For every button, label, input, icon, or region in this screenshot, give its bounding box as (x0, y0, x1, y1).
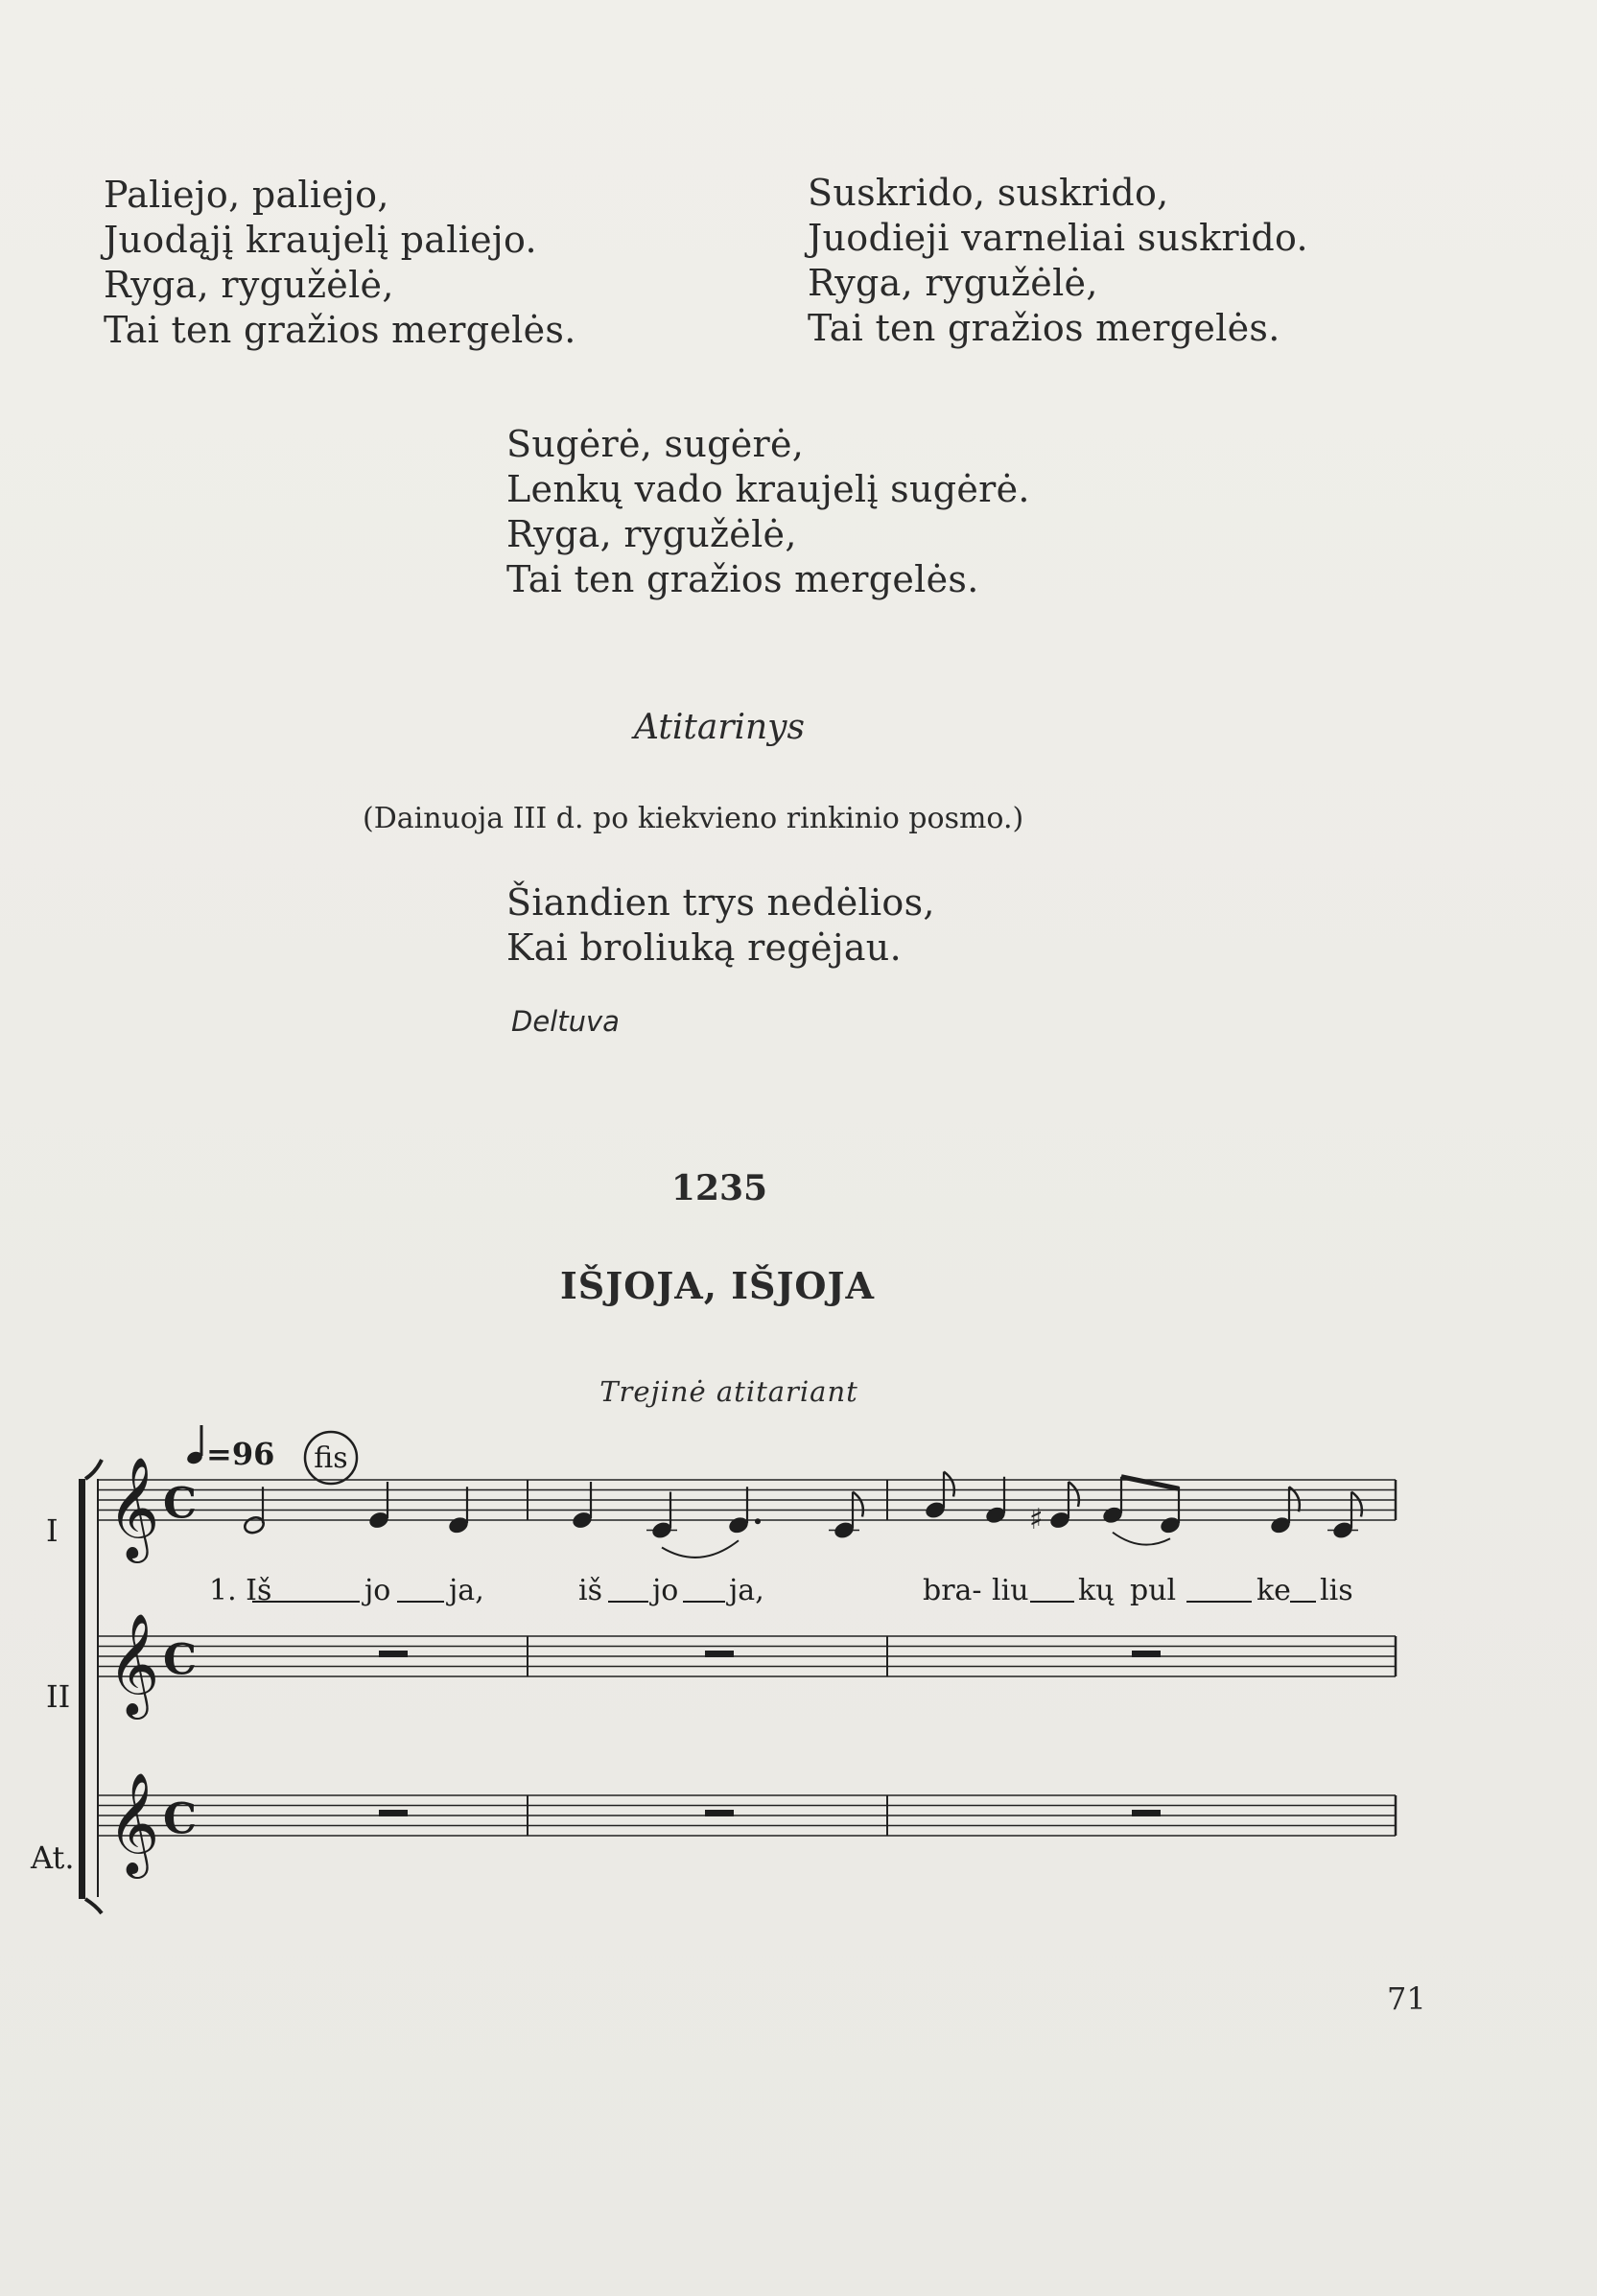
stanza-line: Tai ten gražios mergelės. (506, 558, 979, 600)
treble-clef-icon: 𝄞 (107, 1612, 160, 1715)
stanza-line: Sugėrė, sugėrė, (506, 423, 805, 465)
beam (1121, 1477, 1179, 1489)
lyric-syllable: ja, (729, 1574, 764, 1607)
refrain-line: Šiandien trys nedėlios, (506, 881, 935, 924)
note (646, 1492, 677, 1541)
song-title: IŠJOJA, IŠJOJA (560, 1264, 875, 1307)
note (829, 1492, 863, 1541)
notes (243, 1472, 1362, 1558)
lyrics (209, 1574, 1353, 1607)
lyric-syllable: liu (992, 1574, 1029, 1607)
staff-2 (98, 1612, 1396, 1720)
treble-clef-icon: 𝄞 (107, 1771, 160, 1874)
note (367, 1482, 390, 1531)
stanza-1 (104, 173, 576, 353)
page-number: 71 (1387, 1980, 1426, 2017)
note (571, 1482, 594, 1531)
tempo-marking (185, 1425, 357, 1484)
tempo-text: =96 (206, 1436, 275, 1472)
stanza-line: Tai ten gražios mergelės. (808, 307, 1280, 349)
whole-rest (379, 1651, 408, 1657)
svg-text:♯: ♯ (1029, 1503, 1044, 1536)
whole-rest (705, 1651, 734, 1657)
song-number: 1235 (670, 1168, 768, 1208)
performance-note: Trejinė atitariant (599, 1375, 858, 1408)
lyric-syllable: kų (1078, 1574, 1115, 1607)
note (727, 1487, 761, 1535)
lyric-syllable: ja, (449, 1574, 484, 1607)
note (1269, 1487, 1300, 1535)
whole-rest (1132, 1810, 1161, 1816)
lyric-syllable: ke (1256, 1574, 1291, 1607)
stanza-line: Lenkų vado kraujelį sugėrė. (506, 468, 1030, 510)
note (924, 1472, 954, 1521)
stanza-line: Ryga, rygužėlė, (808, 262, 1098, 304)
stanza-line: Paliejo, paliejo, (104, 174, 389, 216)
refrain-note: (Dainuoja III d. po kiekvieno rinkinio posmo.) (363, 802, 1024, 835)
whole-rest (705, 1810, 734, 1816)
stanza-line: Ryga, rygužėlė, (104, 264, 394, 306)
stanza-line: Suskrido, suskrido, (808, 172, 1169, 214)
place-name: Deltuva (511, 1005, 620, 1038)
note (1327, 1492, 1362, 1541)
stanza-line: Tai ten gražios mergelės. (104, 309, 576, 351)
time-signature: C (163, 1479, 198, 1529)
lyric-syllable: jo (364, 1574, 391, 1607)
lyric-syllable: bra- (923, 1574, 982, 1607)
lyric-syllable: iš (578, 1574, 602, 1607)
voice-label-3: At. (31, 1839, 75, 1876)
system-bracket (79, 1460, 102, 1913)
time-signature: C (163, 1635, 198, 1685)
treble-clef-icon: 𝄞 (107, 1456, 160, 1558)
time-signature: C (163, 1794, 198, 1844)
stanza-2 (808, 171, 1308, 351)
music-score (0, 1419, 1597, 1937)
stanza-3 (506, 422, 1030, 602)
note (1159, 1487, 1182, 1535)
stanza-line: Ryga, rygužėlė, (506, 513, 797, 555)
refrain-line: Kai broliuką regėjau. (506, 926, 902, 969)
lyric-syllable: pul (1130, 1574, 1177, 1607)
voice-label-2: II (46, 1678, 71, 1715)
whole-rest (379, 1810, 408, 1816)
refrain-heading: Atitarinys (634, 708, 805, 747)
voice-label-1: I (46, 1512, 59, 1549)
slur (1113, 1533, 1170, 1545)
key-note-text: fis (314, 1441, 348, 1475)
refrain-stanza (506, 880, 935, 971)
note (447, 1487, 470, 1535)
lyric-syllable: lis (1320, 1574, 1353, 1607)
note (984, 1477, 1007, 1526)
note (1101, 1477, 1124, 1526)
slur (662, 1540, 739, 1558)
stanza-line: Juodieji varneliai suskrido. (808, 217, 1308, 259)
lyric-syllable: jo (652, 1574, 679, 1607)
lyric-syllable: 1. Iš (209, 1574, 272, 1607)
stanza-line: Juodąjį kraujelį paliejo. (104, 219, 537, 261)
staff-3 (98, 1771, 1396, 1879)
note (243, 1487, 266, 1535)
whole-rest (1132, 1651, 1161, 1657)
